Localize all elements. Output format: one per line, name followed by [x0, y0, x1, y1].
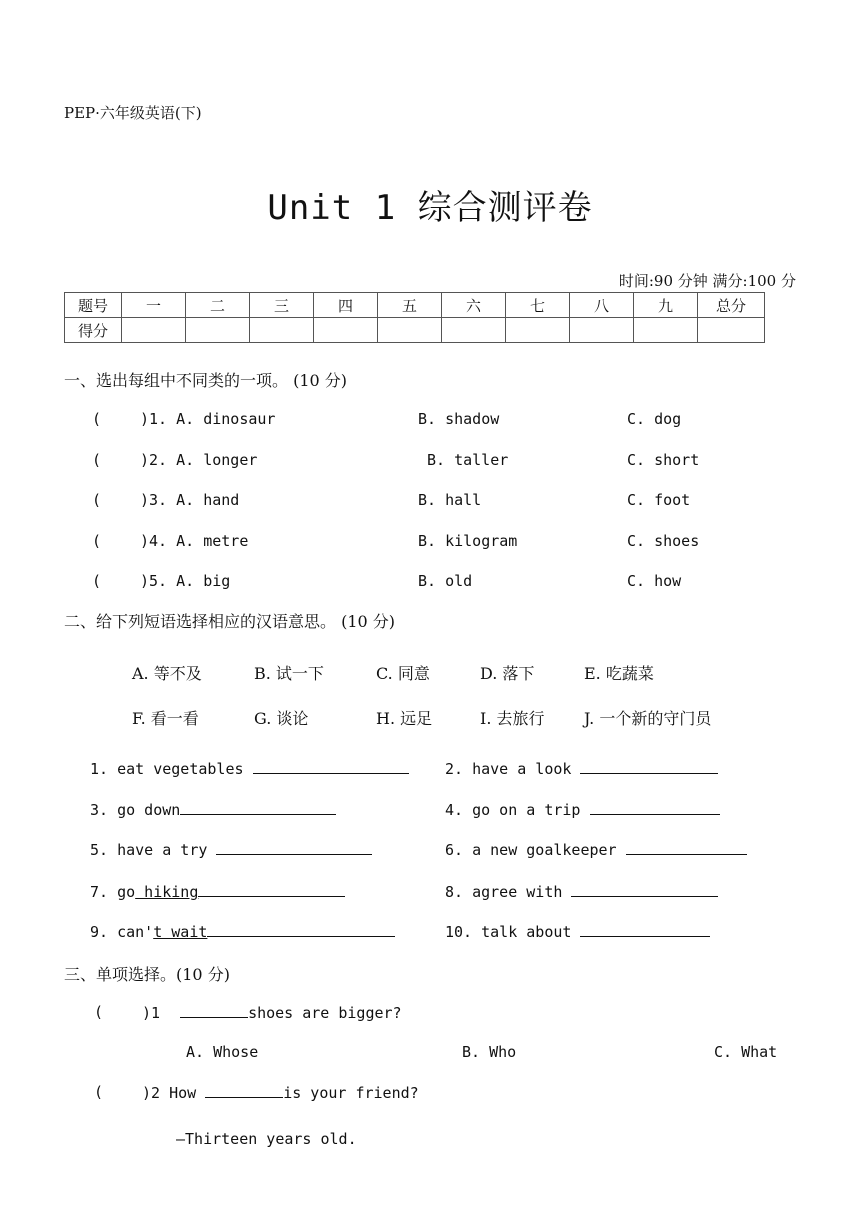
score-cell[interactable] — [506, 318, 570, 343]
series-header: PEP·六年级英语(下) — [64, 104, 202, 122]
section-1-heading: 一、选出每组中不同类的一项。 (10 分) — [64, 371, 348, 390]
score-cell[interactable] — [378, 318, 442, 343]
answer-blank[interactable] — [580, 922, 710, 937]
question-option-b: B. kilogram — [418, 532, 518, 550]
option-label: A. 等不及 — [132, 664, 202, 683]
option-label: H. 远足 — [376, 709, 433, 728]
score-cell[interactable] — [442, 318, 506, 343]
phrase-item — [445, 800, 720, 819]
table-cell: 三 — [250, 293, 314, 318]
phrase-text: 7. go — [90, 883, 136, 901]
answer-blank[interactable] — [626, 840, 747, 855]
phrase-text: 9. can' — [90, 923, 154, 941]
phrase-item — [90, 800, 336, 819]
question-stem — [142, 1083, 419, 1102]
phrase-item — [90, 882, 345, 901]
question-option-c: C. What — [714, 1043, 778, 1061]
table-cell: 五 — [378, 293, 442, 318]
question-option-b: B. Who — [462, 1043, 517, 1061]
phrase-text: 5. have a try — [90, 841, 217, 859]
question-option-c: C. how — [627, 572, 682, 590]
question-option-a: )5. A. big — [140, 572, 231, 590]
answer-blank[interactable] — [571, 882, 718, 897]
phrase-text: 3. go down — [90, 801, 181, 819]
answer-blank[interactable] — [180, 1003, 248, 1018]
answer-blank[interactable] — [580, 759, 718, 774]
table-cell: 九 — [634, 293, 698, 318]
answer-blank[interactable] — [216, 840, 372, 855]
answer-paren[interactable]: ( — [92, 491, 102, 509]
table-cell: 一 — [122, 293, 186, 318]
question-number: )2 How — [142, 1084, 206, 1102]
score-cell[interactable] — [250, 318, 314, 343]
option-label: G. 谈论 — [254, 709, 309, 728]
option-label: J. 一个新的守门员 — [584, 709, 712, 728]
question-text: shoes are bigger? — [248, 1004, 402, 1022]
phrase-item — [445, 922, 710, 941]
phrase-text: 8. agree with — [445, 883, 572, 901]
question-option-c: C. shoes — [627, 532, 700, 550]
score-cell[interactable] — [186, 318, 250, 343]
question-option-a: )1. A. dinosaur — [140, 410, 276, 428]
time-and-score-info: 时间:90 分钟 满分:100 分 — [618, 272, 796, 290]
table-cell: 得分 — [65, 318, 122, 343]
table-cell: 六 — [442, 293, 506, 318]
answer-paren[interactable]: ( — [92, 410, 102, 428]
question-option-b: B. shadow — [418, 410, 500, 428]
answer-paren[interactable]: ( — [94, 1083, 104, 1101]
phrase-item — [445, 759, 718, 778]
question-option-b: B. old — [418, 572, 473, 590]
score-table — [64, 292, 765, 343]
answer-paren[interactable]: ( — [92, 451, 102, 469]
question-stem — [142, 1003, 402, 1022]
question-option-b: B. taller — [427, 451, 509, 469]
phrase-underlined-text: t wait — [153, 923, 208, 941]
answer-blank[interactable] — [205, 1083, 283, 1098]
score-cell[interactable] — [570, 318, 634, 343]
option-label: D. 落下 — [480, 664, 535, 683]
score-cell[interactable] — [634, 318, 698, 343]
question-option-a: )2. A. longer — [140, 451, 258, 469]
answer-line: —Thirteen years old. — [176, 1130, 357, 1148]
score-table-score-row — [65, 318, 765, 343]
question-option-a: A. Whose — [186, 1043, 259, 1061]
question-text: is your friend? — [283, 1084, 419, 1102]
question-option-c: C. foot — [627, 491, 691, 509]
question-option-a: )4. A. metre — [140, 532, 249, 550]
table-cell: 总分 — [698, 293, 765, 318]
answer-paren[interactable]: ( — [94, 1003, 104, 1021]
option-label: F. 看一看 — [132, 709, 199, 728]
option-label: E. 吃蔬菜 — [584, 664, 654, 683]
table-cell: 二 — [186, 293, 250, 318]
answer-blank[interactable] — [180, 800, 336, 815]
phrase-text: 2. have a look — [445, 760, 581, 778]
phrase-item — [90, 922, 395, 941]
phrase-item — [90, 759, 409, 778]
option-label: B. 试一下 — [254, 664, 324, 683]
table-cell: 七 — [506, 293, 570, 318]
answer-paren[interactable]: ( — [92, 532, 102, 550]
table-cell: 四 — [314, 293, 378, 318]
answer-blank[interactable] — [207, 922, 395, 937]
phrase-text: 1. eat vegetables — [90, 760, 253, 778]
score-cell[interactable] — [698, 318, 765, 343]
score-table-header-row — [65, 293, 765, 318]
phrase-underlined-text: hiking — [135, 883, 199, 901]
table-cell: 八 — [570, 293, 634, 318]
phrase-text: 6. a new goalkeeper — [445, 841, 626, 859]
phrase-item — [445, 840, 747, 859]
section-2-heading: 二、给下列短语选择相应的汉语意思。 (10 分) — [64, 612, 396, 631]
option-label: C. 同意 — [376, 664, 430, 683]
answer-blank[interactable] — [253, 759, 409, 774]
phrase-item — [445, 882, 718, 901]
answer-blank[interactable] — [590, 800, 720, 815]
phrase-text: 4. go on a trip — [445, 801, 590, 819]
phrase-text: 10. talk about — [445, 923, 581, 941]
phrase-item — [90, 840, 372, 859]
section-3-heading: 三、单项选择。(10 分) — [64, 965, 230, 984]
question-option-a: )3. A. hand — [140, 491, 240, 509]
table-cell: 题号 — [65, 293, 122, 318]
question-option-c: C. short — [627, 451, 700, 469]
answer-blank[interactable] — [198, 882, 345, 897]
answer-paren[interactable]: ( — [92, 572, 102, 590]
question-number: )1 — [142, 1004, 161, 1022]
page-title: Unit 1 综合测评卷 — [267, 188, 593, 228]
score-cell[interactable] — [122, 318, 186, 343]
option-label: I. 去旅行 — [480, 709, 545, 728]
question-option-c: C. dog — [627, 410, 682, 428]
score-cell[interactable] — [314, 318, 378, 343]
question-option-b: B. hall — [418, 491, 482, 509]
